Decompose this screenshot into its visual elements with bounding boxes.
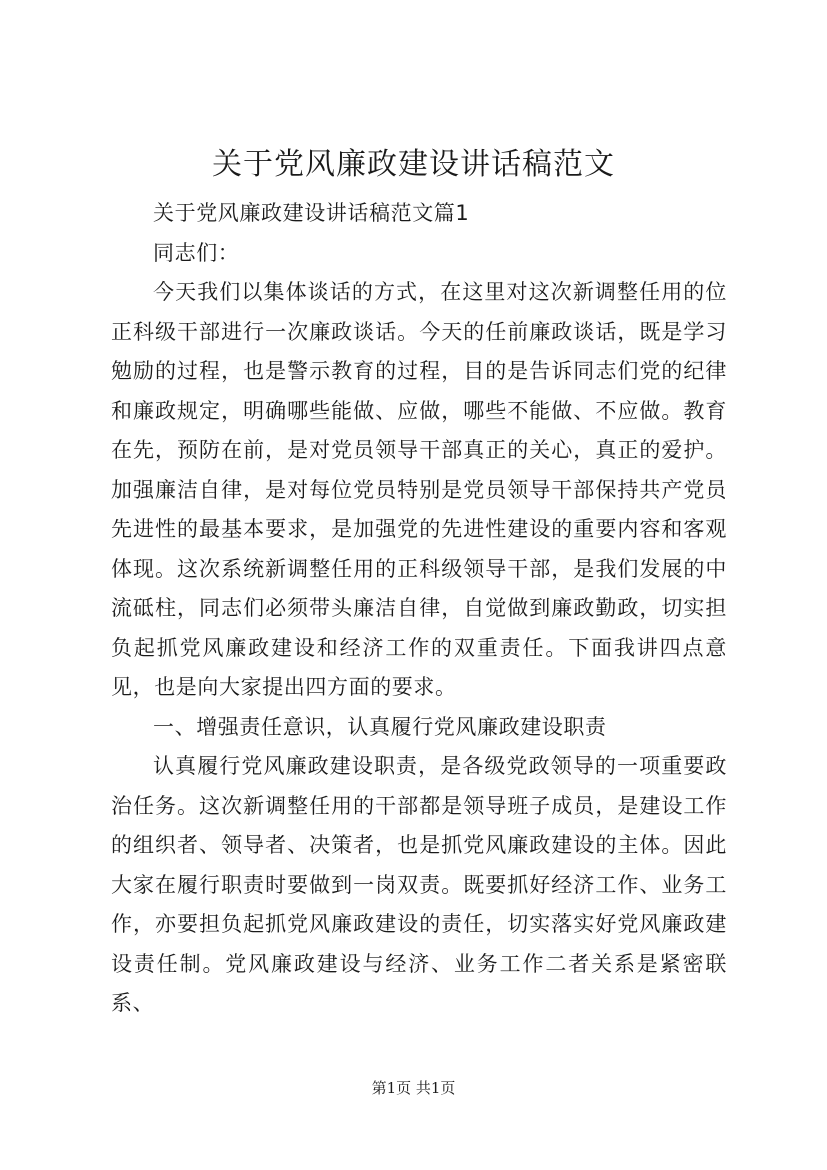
document-title: 关于党风廉政建设讲话稿范文 (212, 147, 615, 182)
paragraph-intro: 今天我们以集体谈话的方式，在这里对这次新调整任用的位正科级干部进行一次廉政谈话。今天的任前廉政谈话，既是学习勉励的过程，也是警示教育的过程，目的是告诉同志们党的纪律和廉政规定，明确哪些能做、应做，哪些不能做、不应做。教育在先，预防在前，是对党员领导干部真正的关心，真正的爱护。加强廉洁自律，是对每位党员特别是党员领导干部保持共产党员先进性的最基本要求，是加强党的先进性建设的重要内容和客观体现。这次系统新调整任用的正科级领导干部，是我们发展的中流砥柱，同志们必须带头廉洁自律，自觉做到廉政勤政，切实担负起抓党风廉政建设和经济工作的双重责任。下面我讲四点意见，也是向大家提出四方面的要求。 (111, 280, 727, 699)
paragraph-section-body: 认真履行党风廉政建设职责，是各级党政领导的一项重要政治任务。这次新调整任用的干部都是领导班子成员，是建设工作的组织者、领导者、决策者，也是抓党风廉政建设的主体。因此大家在履行职责时要做到一岗双责。既要抓好经济工作、业务工作，亦要担负起抓党风廉政建设的责任，切实落实好党风廉政建设责任制。党风廉政建设与经济、业务工作二者关系是紧密联系、 (111, 754, 727, 1015)
paragraph-subtitle: 关于党风廉政建设讲话稿范文篇1 (153, 201, 470, 225)
document-body (111, 194, 727, 1024)
paragraph-salutation: 同志们： (153, 240, 240, 265)
paragraph-section-heading: 一、增强责任意识，认真履行党风廉政建设职责 (153, 714, 607, 739)
page-number: 第1页 共1页 (371, 1079, 456, 1097)
